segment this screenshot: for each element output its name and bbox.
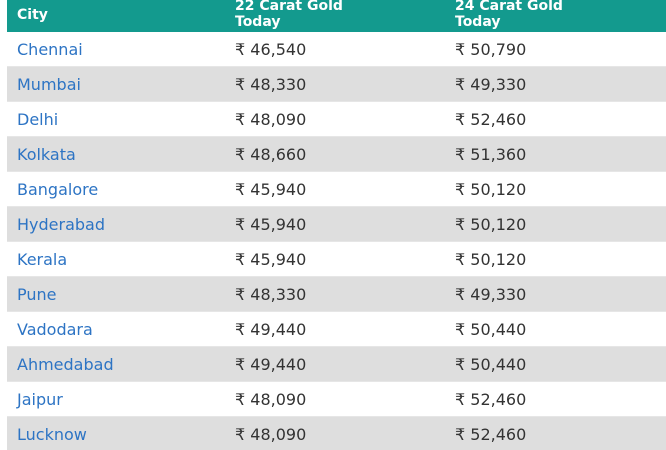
table-row bbox=[7, 32, 666, 67]
table-header bbox=[7, 0, 666, 32]
column-header-22-carat-line2: Today bbox=[235, 14, 281, 30]
table-row bbox=[7, 67, 666, 102]
table-row bbox=[7, 347, 666, 382]
price-22-carat: ₹ 48,090 bbox=[235, 110, 307, 129]
column-header-city bbox=[17, 7, 48, 23]
price-24-carat: ₹ 49,330 bbox=[455, 285, 527, 304]
price-24-carat: ₹ 51,360 bbox=[455, 145, 527, 164]
price-24-carat: ₹ 49,330 bbox=[455, 75, 527, 94]
table-row bbox=[7, 137, 666, 172]
price-24-carat: ₹ 52,460 bbox=[455, 390, 527, 409]
city-link[interactable]: Delhi bbox=[17, 110, 59, 129]
table-row bbox=[7, 417, 666, 450]
price-22-carat: ₹ 48,090 bbox=[235, 390, 307, 409]
table-row bbox=[7, 102, 666, 137]
price-24-carat: ₹ 50,120 bbox=[455, 215, 527, 234]
price-22-carat: ₹ 48,660 bbox=[235, 145, 307, 164]
price-22-carat: ₹ 45,940 bbox=[235, 180, 307, 199]
price-22-carat: ₹ 48,330 bbox=[235, 75, 307, 94]
column-header-24-carat bbox=[455, 0, 655, 30]
city-link[interactable]: Kerala bbox=[17, 250, 68, 269]
table-row bbox=[7, 277, 666, 312]
table-row bbox=[7, 242, 666, 277]
city-link[interactable]: Mumbai bbox=[17, 75, 81, 94]
table-row bbox=[7, 382, 666, 417]
price-24-carat: ₹ 50,440 bbox=[455, 355, 527, 374]
gold-price-table bbox=[7, 0, 666, 450]
price-24-carat: ₹ 50,790 bbox=[455, 40, 527, 59]
price-22-carat: ₹ 48,330 bbox=[235, 285, 307, 304]
city-link[interactable]: Kolkata bbox=[17, 145, 76, 164]
price-24-carat: ₹ 50,440 bbox=[455, 320, 527, 339]
price-22-carat: ₹ 48,090 bbox=[235, 425, 307, 444]
price-24-carat: ₹ 50,120 bbox=[455, 250, 527, 269]
price-24-carat: ₹ 52,460 bbox=[455, 425, 527, 444]
price-22-carat: ₹ 46,540 bbox=[235, 40, 307, 59]
price-22-carat: ₹ 49,440 bbox=[235, 355, 307, 374]
city-link[interactable]: Lucknow bbox=[17, 425, 87, 444]
table-row bbox=[7, 312, 666, 347]
price-22-carat: ₹ 45,940 bbox=[235, 215, 307, 234]
city-link[interactable]: Vadodara bbox=[17, 320, 93, 339]
price-24-carat: ₹ 52,460 bbox=[455, 110, 527, 129]
city-link[interactable]: Pune bbox=[17, 285, 57, 304]
city-link[interactable]: Hyderabad bbox=[17, 215, 105, 234]
price-24-carat: ₹ 50,120 bbox=[455, 180, 527, 199]
price-22-carat: ₹ 49,440 bbox=[235, 320, 307, 339]
city-link[interactable]: Chennai bbox=[17, 40, 83, 59]
column-header-22-carat-line1: 22 Carat Gold bbox=[235, 0, 343, 14]
column-header-city-label: City bbox=[17, 7, 48, 23]
table-row bbox=[7, 172, 666, 207]
city-link[interactable]: Jaipur bbox=[17, 390, 63, 409]
column-header-24-carat-line2: Today bbox=[455, 14, 501, 30]
column-header-22-carat bbox=[235, 0, 435, 30]
price-22-carat: ₹ 45,940 bbox=[235, 250, 307, 269]
column-header-24-carat-line1: 24 Carat Gold bbox=[455, 0, 563, 14]
table-row bbox=[7, 207, 666, 242]
city-link[interactable]: Bangalore bbox=[17, 180, 99, 199]
city-link[interactable]: Ahmedabad bbox=[17, 355, 114, 374]
